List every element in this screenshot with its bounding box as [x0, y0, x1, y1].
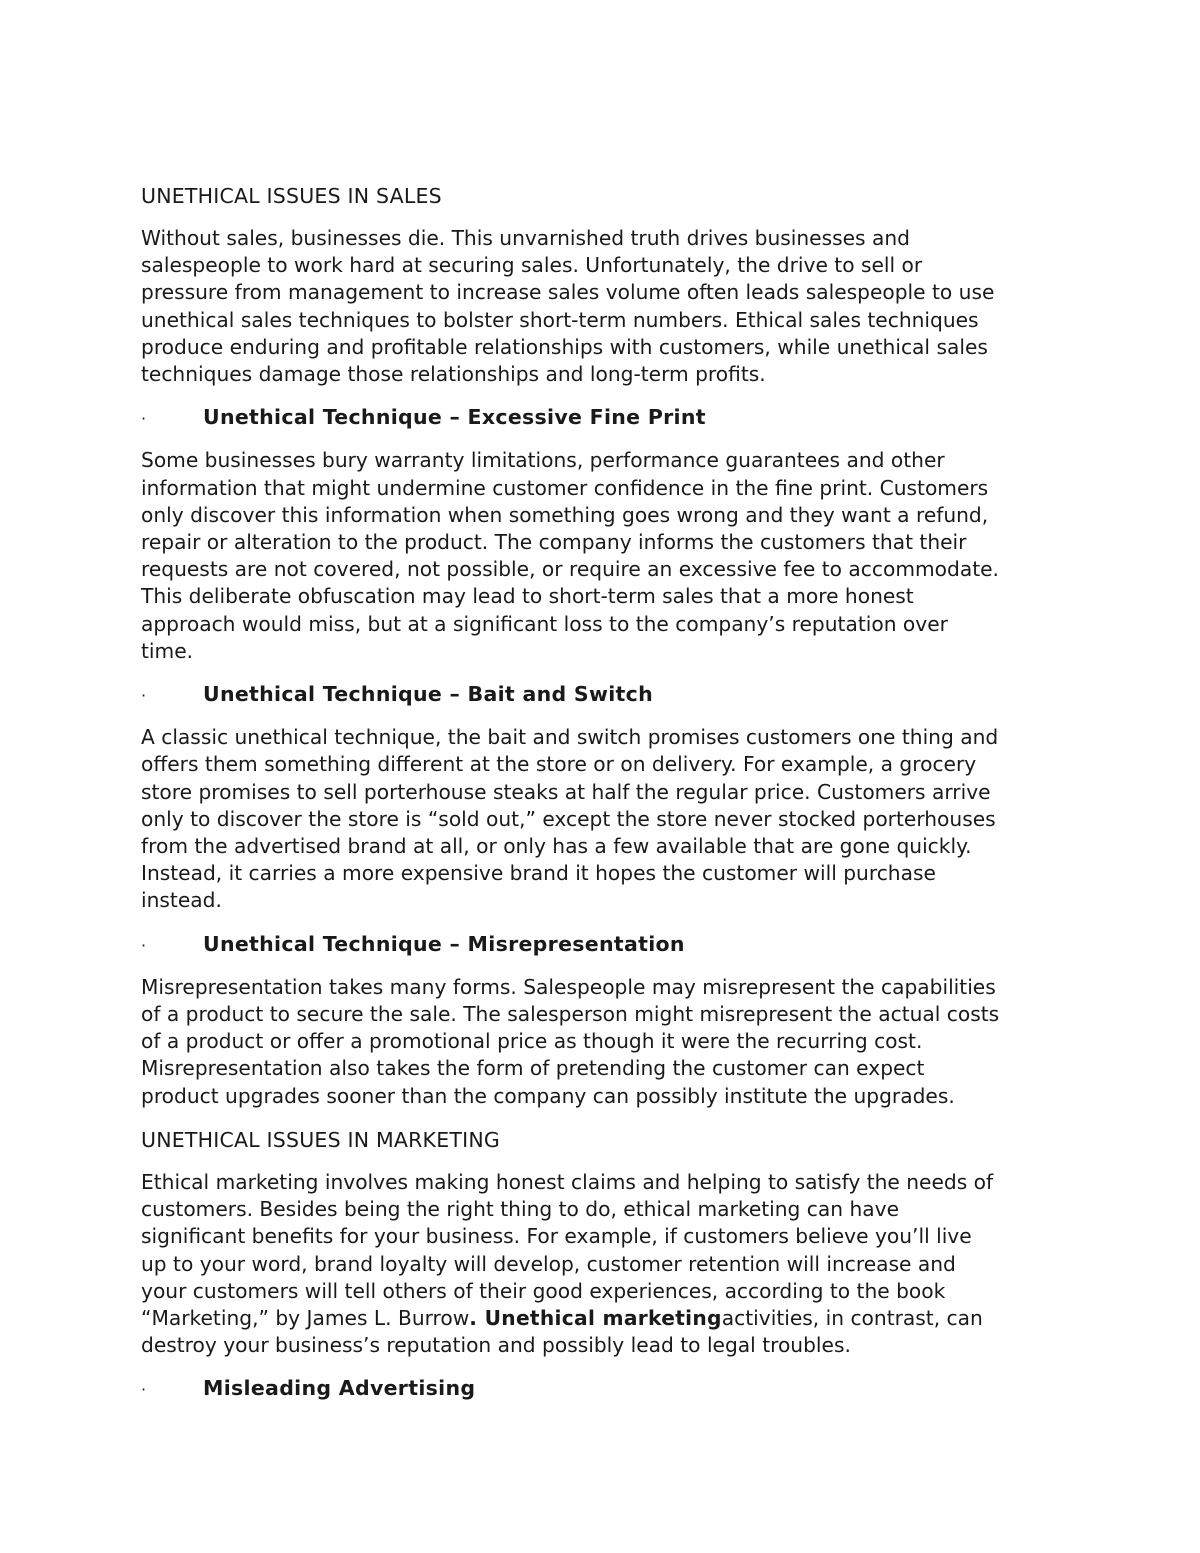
marketing-intro-text-cont: activities, in contrast, can destroy your business’s reputation and possibly lead to legal troubles. — [141, 1305, 983, 1358]
bait-and-switch-paragraph: A classic unethical technique, the bait and switch promises customers one thing and offers them something different at the store or on delivery. For example, a grocery store promises to sell porterhouse steaks at half the regular price. Customers arrive only to discover the store is “sold out,” except the store never stocked porterhouses from the advertised brand at all, or only has a few available that are gone quickly. Instead, it carries a more expensive brand it hopes the customer will purchase instead. — [141, 725, 999, 913]
bullet-misleading-advertising — [141, 1375, 1071, 1403]
document-page — [141, 182, 1071, 1419]
bullet-dot-icon: · — [141, 686, 147, 706]
bullet-heading: Misleading Advertising — [203, 1376, 476, 1401]
marketing-intro-bold: . Unethical marketing — [469, 1305, 722, 1330]
misrepresentation-paragraph: Misrepresentation takes many forms. Salespeople may misrepresent the capabilities of a product to secure the sale. The salesperson might misrepresent the actual costs of a product or offer a promotional price as though it were the recurring cost. Misrepresentation also takes the form of pretending the customer can expect product upgrades sooner than the company can possibly institute the upgrades. — [141, 974, 1000, 1108]
bullet-dot-icon: · — [141, 1380, 147, 1400]
bullet-dot-icon: · — [141, 935, 147, 955]
fine-print-paragraph: Some businesses bury warranty limitations, performance guarantees and other information that might undermine customer confidence in the fine print. Customers only discover this information when something goes wrong and they want a refund, repair or alteration to the product. The company informs the customers that their requests are not covered, not possible, or require an excessive fee to accommodate. This deliberate obfuscation may lead to short-term sales that a more honest approach would miss, but at a significant loss to the company’s reputation over time. — [141, 448, 999, 663]
sales-intro-paragraph: Without sales, businesses die. This unvarnished truth drives businesses and salespeople to work hard at securing sales. Unfortunately, the drive to sell or pressure from management to increase sales volume often leads salespeople to use unethical sales techniques to bolster short-term numbers. Ethical sales techniques produce enduring and profitable relationships with customers, while unethical sales techniques damage those relationships and long-term profits. — [141, 226, 995, 387]
bullet-excessive-fine-print — [141, 404, 1071, 432]
bullet-bait-and-switch — [141, 681, 1071, 709]
bullet-heading: Unethical Technique – Misrepresentation — [203, 931, 685, 956]
bullet-heading: Unethical Technique – Bait and Switch — [203, 682, 653, 707]
marketing-intro-text: Ethical marketing involves making honest claims and helping to satisfy the needs of customers. Besides being the right thing to do, ethical marketing can have significant benefits for your business. For example, if customers believe you’ll live up to your word, brand loyalty will develop, customer retention will increase and your customers will tell others of their good experiences, according to the book “Marketing,” by James L. Burrow — [141, 1169, 994, 1330]
marketing-section-title: UNETHICAL ISSUES IN MARKETING — [141, 1127, 500, 1152]
marketing-intro-paragraph — [141, 1169, 1071, 1359]
bullet-heading: Unethical Technique – Excessive Fine Print — [203, 405, 706, 430]
bullet-misrepresentation — [141, 931, 1071, 959]
bullet-dot-icon: · — [141, 409, 147, 429]
sales-section-title: UNETHICAL ISSUES IN SALES — [141, 184, 442, 208]
